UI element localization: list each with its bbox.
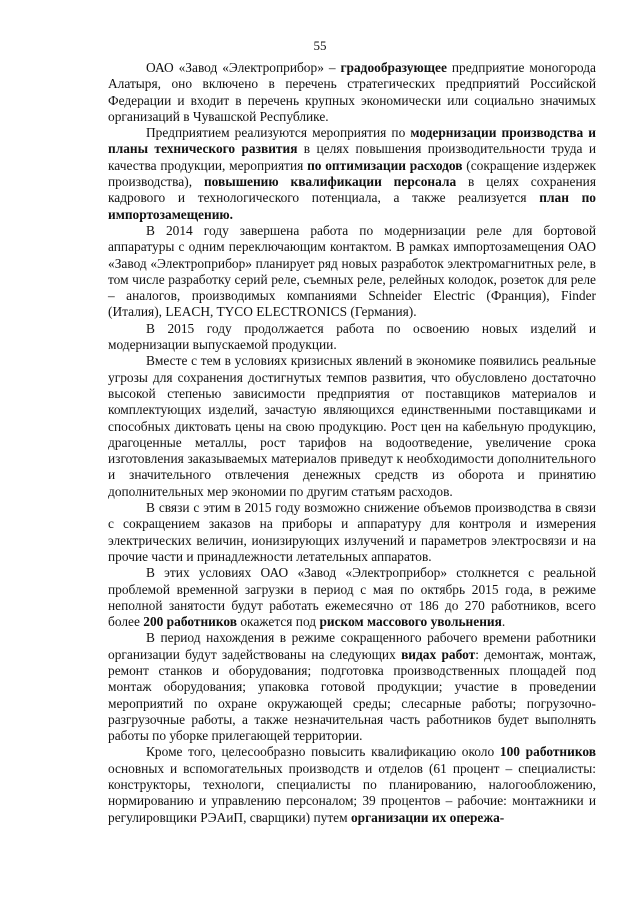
text-run: в целях сохранения кадрового и технологического потенциала, а также реализуется — [108, 174, 596, 206]
bold-text-run: риском массового увольнения — [319, 614, 502, 630]
bold-text-run: организации их опережа- — [350, 809, 505, 825]
text-run: ОАО «Завод «Электроприбор» – — [146, 60, 341, 75]
text-run: Предприятием реализуются мероприятия по — [146, 125, 411, 141]
text-run: В этих условиях ОАО «Завод «Электроприбор» столкнется с реальной проблемой временной загрузки в период с мая по октябрь 2015 года, в режиме неполной занятости будут работать ежемесячно от 186 до 270 работников, всего более — [108, 565, 596, 630]
bold-text-run: модернизации производства и планы технического развития — [108, 125, 596, 157]
paragraph — [108, 630, 596, 744]
body-text — [108, 60, 596, 826]
bold-text-run: 200 работников — [143, 614, 238, 630]
text-run: В 2015 году продолжается работа по освоению новых изделий и модернизации выпускаемой продукции. — [108, 320, 596, 353]
paragraph — [108, 60, 596, 125]
page-number: 55 — [313, 38, 327, 53]
text-run: Кроме того, целесообразно повысить квалификацию около — [146, 744, 500, 760]
text-run: В период нахождения в режиме сокращенного рабочего времени работники организации будут задействованы на следующих — [108, 630, 596, 662]
paragraph — [108, 744, 596, 825]
bold-text-run: градообразующее — [340, 60, 447, 75]
paragraph — [108, 565, 596, 630]
text-run: В 2014 году завершена работа по модернизации реле для бортовой аппаратуры с одним переключающим контактом. В рамках импортозамещения ОАО «Завод «Электроприбор» планирует ряд новых разработок электромагнитных реле, в том числе разработку серий реле, съемных реле, релейных колодок, розеток для реле – аналогов, производимых компаниями Schneider Electric (Франция), Finder (Италия), LEACH, TYCO ELECTRONICS (Германия). — [108, 222, 596, 320]
text-run: : демонтаж, монтаж, ремонт станков и оборудования; подготовка производственных площадей под монтаж оборудования; упаковка готовой продукции; участие в проведении мероприятий по охране окружающей среды; слесарные работы; погрузочно-разгрузочные работы, а также незначительная часть работников будет выполнять работы по уборке прилегающей территории. — [108, 646, 596, 744]
text-run: (сокращение издержек производства), — [108, 157, 596, 190]
bold-text-run: 100 работников — [499, 744, 596, 760]
paragraph — [108, 125, 596, 223]
text-run: окажется под — [237, 614, 320, 630]
text-run: Вместе с тем в условиях кризисных явлений в экономике появились реальные угрозы для сохранения достигнутых темпов развития, что обусловлено достаточно высокой степенью зависимости предприятия от поставщиков материалов и комплектующих изделий, зачастую являющихся единственными поставщиками и способных диктовать цены на свою продукцию. Рост цен на кабельную продукцию, драгоценные металлы, рост тарифов на водоотведение, увеличение срока изготовления заказываемых материалов приведут к необходимости дополнительного и значительного отвлечения денежных средств из оборота и принятию дополнительных мер экономии по другим статьям расходов. — [108, 353, 596, 499]
text-run: В связи с этим в 2015 году возможно снижение объемов производства в связи с сокращением заказов на приборы и аппаратуру для контроля и измерения электрических величин, ионизирующих излучений и параметров электросвязи и на прочие части и принадлежности летательных аппаратов. — [108, 500, 596, 564]
paragraph — [108, 321, 596, 354]
paragraph — [108, 353, 596, 500]
bold-text-run: видах работ — [401, 646, 476, 662]
text-run: основных и вспомогательных производств и отделов (61 процент – специалисты: конструкторы, технологи, специалисты по планированию, налогообложению, нормированию и управлению персоналом; 39 процентов – рабочие: монтажники и регулировщики РЭАиП, сварщики) путем — [108, 760, 596, 825]
paragraph — [108, 223, 596, 321]
text-run: предприятие моногорода Алатыря, оно включено в перечень стратегических предприятий Российской Федерации и входит в перечень крупных экономически или социально значимых организаций в Чувашской Республике. — [108, 60, 597, 124]
bold-text-run: повышению квалификации персонала — [203, 174, 457, 190]
bold-text-run: план по импортозамещению. — [108, 190, 596, 222]
bold-text-run: по оптимизации расходов — [307, 157, 463, 173]
text-run: . — [501, 614, 506, 630]
paragraph — [108, 500, 596, 565]
text-run: в целях повышения производительности труда и качества продукции, мероприятия — [108, 141, 596, 173]
